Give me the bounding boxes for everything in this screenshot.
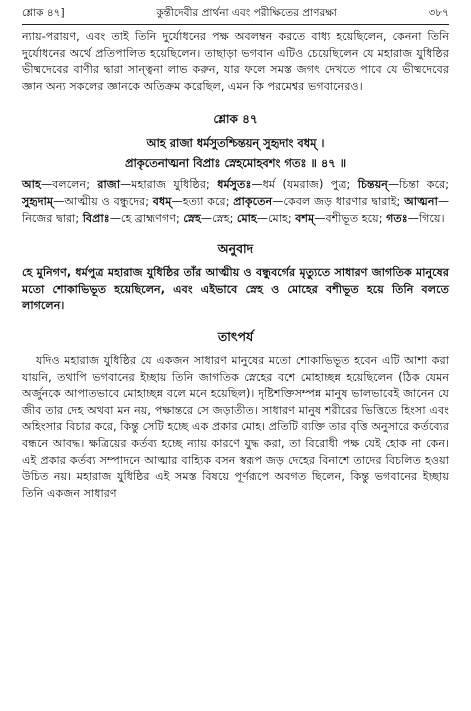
translation-heading: অনুবাদ — [217, 241, 254, 257]
translation-text: হে মুনিগণ, ধর্মপুত্র মহারাজ যুধিষ্ঠির তাঁর আত্মীয় ও বন্ধুবর্গের মৃত্যুতে সাধারণ জাগতিক মানুষের মতো শোকাভিভূত হয়েছিলেন, এবং এইভাবে স্নেহ ও মোহের বশীভূত হয়ে তিনি বলতে লাগলেন। — [22, 266, 449, 313]
synonym-meaning: চিন্তা করে — [399, 178, 446, 192]
synonym-term: বিপ্রাঃ — [82, 211, 110, 225]
synonym-term: সুহৃদাম্ — [22, 194, 54, 208]
synonym-meaning: মোহ — [267, 211, 288, 225]
synonym-meaning: বললেন — [52, 178, 87, 192]
page-header — [22, 6, 449, 24]
synonym-meaning: বশীভূত হয়ে — [325, 211, 379, 225]
synonyms-paragraph: আহ—বললেন; রাজা—মহারাজ যুধিষ্ঠির; ধর্মসুতঃ—ধর্ম (যমরাজ) পুত্র; চিন্তয়ন্—চিন্তা করে; সুহৃদাম্—আত্মীয় ও বন্ধুদের; বধম্—হত্যা করে; প্রাকৃতেন—কেবল জড় ধারণার দ্বারাই; আত্মনা—নিজের দ্বারা; বিপ্রাঃ—হে ব্রাহ্মণগণ; স্নেহ—স্নেহ; মোহ—মোহ; বশম্—বশীভূত হয়ে; গতঃ—গিয়ে। — [22, 178, 450, 225]
synonym-term: মোহ — [236, 211, 257, 225]
header-chapter-title: কুন্তীদেবীর প্রার্থনা এবং পরীক্ষিতের প্রাণরক্ষা — [156, 7, 337, 19]
header-rule — [22, 24, 449, 25]
synonym-meaning: কেবল জড় ধারণার দ্বারাই — [283, 194, 397, 208]
verse-text — [22, 133, 449, 173]
verse-line-1: আহ রাজা ধর্মসুতশ্চিন্তয়ন্ সুহৃদাং বধম্ । — [146, 136, 325, 151]
synonym-term: স্নেহ — [183, 211, 201, 225]
synonym-meaning: মহারাজ যুধিষ্ঠির — [131, 178, 206, 192]
synonym-term: রাজা — [97, 178, 121, 192]
header-page-number: ৩৮৭ — [428, 7, 449, 19]
synonym-meaning: হে ব্রাহ্মণগণ — [120, 211, 177, 225]
intro-paragraph: ন্যায়-পরায়ণ, এবং তাই তিনি দুর্যোধনের পক্ষ অবলম্বন করতে বাধ্য হয়েছিলেন, কেননা তিনি দুর্যোধনের অর্থে প্রতিপালিত হয়েছিলেন। তাছাড়া ভগবান এটিও চেয়েছিলেন যে মহারাজ যুধিষ্ঠির ভীষ্মদেবের বাণীর দ্বারা সান্ত্বনা লাভ করুন, যার ফলে সমস্ত জগৎ দেখতে পাবে যে ভীষ্মদেবের জ্ঞান অন্য সকলের জ্ঞানকে অতিক্রম করেছিল, এমন কি পরমেশ্বর ভগবানেরও। — [22, 30, 449, 93]
synonym-meaning: গিয়ে। — [418, 211, 445, 225]
synonym-meaning: ধর্ম (যমরাজ) পুত্র — [262, 178, 347, 192]
synonym-term: আত্মনা — [404, 194, 438, 208]
verse-line-2: প্রাকৃতেনাত্মনা বিপ্রাঃ স্নেহমোহবশং গতঃ ॥ ৪৭ ॥ — [124, 156, 347, 171]
purport-text: যদিও মহারাজ যুধিষ্ঠির যে একজন সাধারণ মানুষের মতো শোকাভিভূত হবেন এটি আশা করা যায়নি, তথাপি ভগবানের ইচ্ছায় তিনি জাগতিক স্নেহের বশে মোহাচ্ছন্ন হয়েছিলেন (ঠিক যেমন অর্জুনকে আপাতভাবে মোহাচ্ছন্ন বলে মনে হয়েছিল)। দৃষ্টিশক্তিসম্পন্ন মানুষ ভালভাবেই জানেন যে জীব তার দেহ অথবা মন নয়, পক্ষান্তরে সে জড়াতীত। সাধারণ মানুষ শরীরের ভিত্তিতে হিংসা এবং অহিংসার বিচার করে, কিন্তু সেটি হচ্ছে এক প্রকার মোহ। প্রতিটি ব্যক্তি তার বৃত্তি অনুসারে কর্তব্যের বন্ধনে আবদ্ধ। ক্ষত্রিয়ের কর্তব্য হচ্ছে ন্যায় কারণে যুদ্ধ করা, তা বিরোধী পক্ষ যেই হোক না কেন। এই প্রকার কর্তব্য সম্পাদনে আত্মার বাহ্যিক বসন স্বরূপ জড় দেহের বিনাশে তাদের বিচলিত হওয়া উচিত নয়। মহারাজ যুধিষ্ঠির এই সমস্ত বিষয়ে পূর্ণরূপে অবগত ছিলেন, কিন্তু ভগবানের ইচ্ছায় তিনি একজন সাধারণ — [22, 353, 449, 500]
verse-heading: শ্লোক ৪৭ — [213, 112, 258, 127]
synonym-meaning: হত্যা করে — [182, 194, 226, 208]
synonym-term: ধর্মসুতঃ — [217, 178, 252, 192]
synonym-term: বশম্ — [295, 211, 315, 225]
synonym-meaning: স্নেহ — [212, 211, 230, 225]
synonym-term: চিন্তয়ন্ — [357, 178, 388, 192]
synonym-term: আহ — [22, 178, 41, 192]
purport-heading: তাৎপর্য — [217, 328, 254, 344]
synonym-meaning: নিজের দ্বারা — [22, 211, 76, 225]
synonym-meaning: আত্মীয় ও বন্ধুদের — [64, 194, 146, 208]
synonym-term: প্রাকৃতেন — [233, 194, 273, 208]
header-verse-ref: শ্লোক ৪৭] — [22, 7, 65, 19]
synonym-term: বধম্ — [152, 194, 172, 208]
synonym-term: গতঃ — [386, 211, 408, 225]
